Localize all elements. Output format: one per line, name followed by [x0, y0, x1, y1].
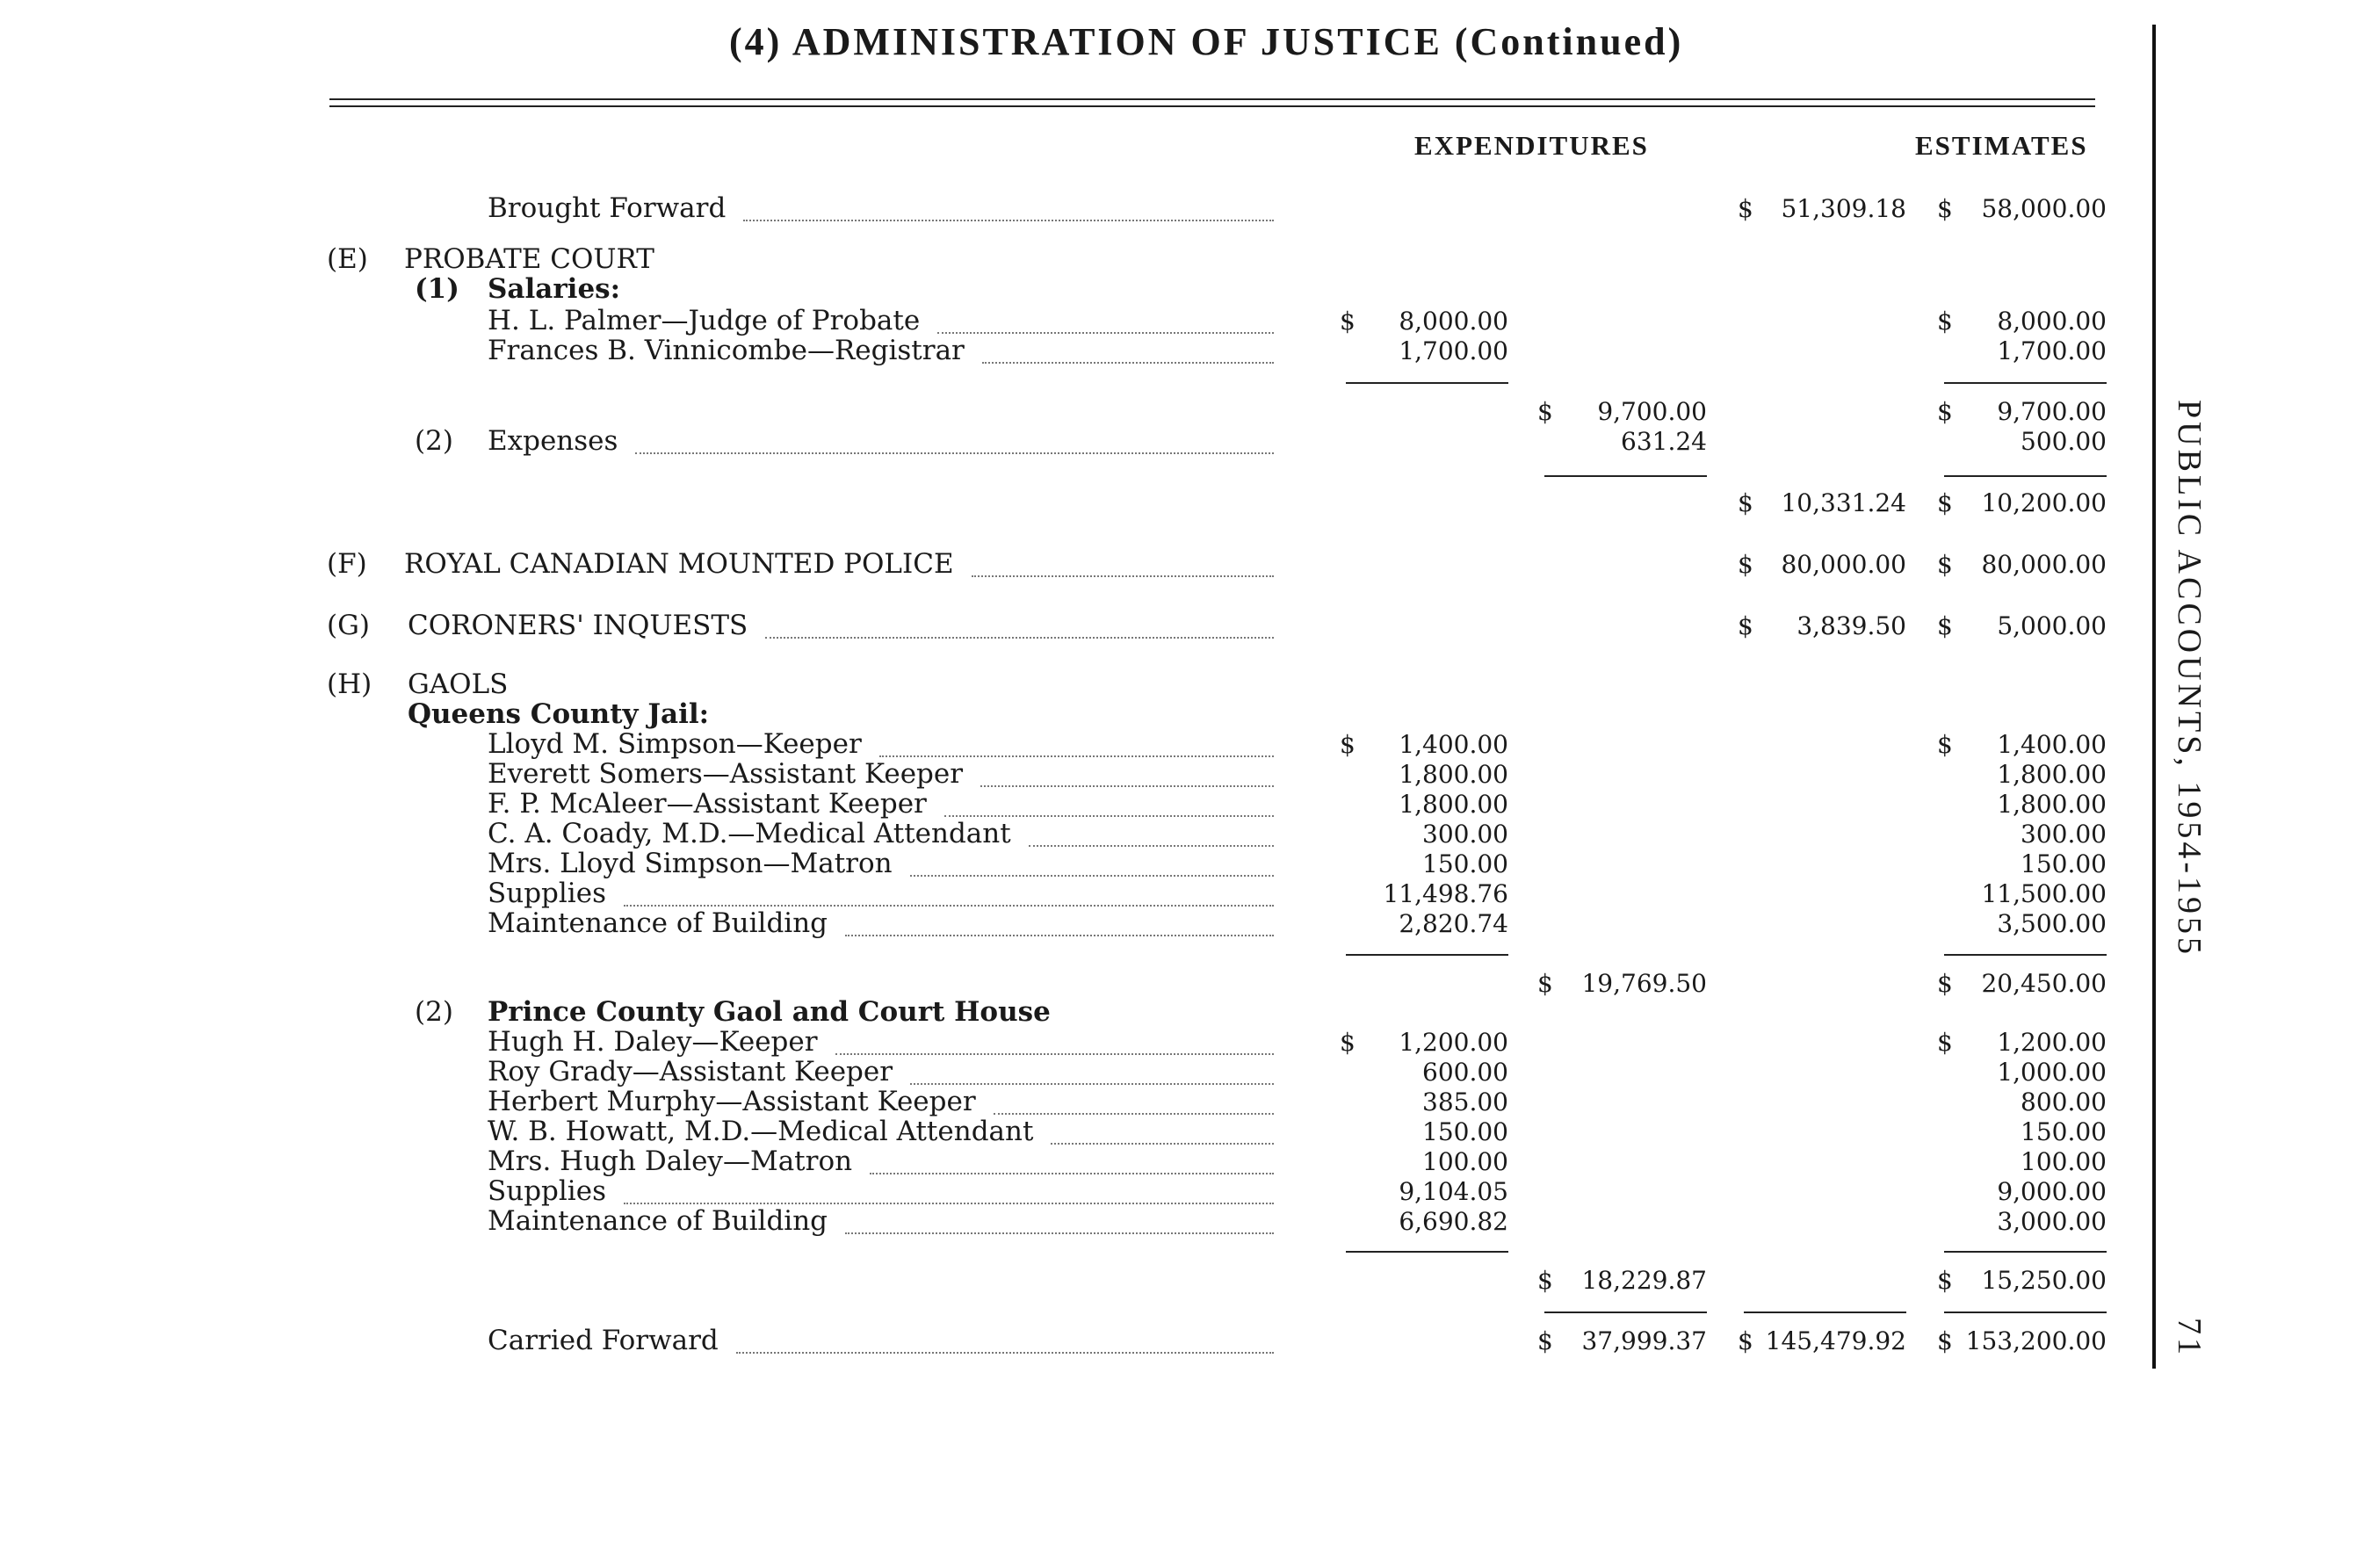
leader-dots — [994, 1113, 1274, 1115]
leader-dots — [624, 905, 1274, 907]
queens-line-label: Everett Somers—Assistant Keeper — [488, 758, 964, 790]
prince-line-label: Maintenance of Building — [488, 1205, 828, 1237]
prince-line-estimate: 9,000.00 — [1997, 1177, 2107, 1206]
prince-subtotal: 18,229.87 — [1581, 1266, 1707, 1295]
queens-line-estimate: 150.00 — [2021, 849, 2107, 878]
total-rule — [1346, 954, 1508, 956]
leader-dots — [624, 1203, 1274, 1204]
queens-line-estimate: 11,500.00 — [1981, 879, 2107, 908]
prince-line-expenditure: 6,690.82 — [1399, 1207, 1508, 1236]
dollar-sign: $ — [1937, 1028, 1953, 1057]
probate-line-expenditure: 1,700.00 — [1399, 336, 1508, 365]
dollar-sign: $ — [1537, 1326, 1553, 1355]
rcmp-total: 80,000.00 — [1781, 550, 1906, 579]
leader-dots — [765, 637, 1274, 639]
dollar-sign: $ — [1937, 488, 1953, 517]
prince-line-estimate: 800.00 — [2021, 1087, 2107, 1116]
prince-line-estimate: 1,000.00 — [1997, 1058, 2107, 1087]
prince-line-estimate: 150.00 — [2021, 1117, 2107, 1146]
queens-subtotal: 19,769.50 — [1581, 969, 1707, 998]
prince-line-estimate: 3,000.00 — [1997, 1207, 2107, 1236]
dollar-sign: $ — [1340, 307, 1356, 336]
queens-line-estimate: 1,800.00 — [1997, 760, 2107, 789]
queens-line-label: Supplies — [488, 878, 606, 909]
prince-line-estimate: 1,200.00 — [1997, 1028, 2107, 1057]
expenditures-heading: EXPENDITURES — [1414, 130, 1649, 161]
dollar-sign: $ — [1937, 730, 1953, 759]
leader-dots — [870, 1173, 1274, 1174]
total-rule — [1944, 475, 2107, 477]
queens-jail-label: Queens County Jail: — [408, 698, 710, 730]
dollar-sign: $ — [1537, 1266, 1553, 1295]
queens-line-expenditure: 300.00 — [1422, 820, 1508, 849]
total-rule — [1544, 475, 1707, 477]
leader-dots — [1029, 845, 1274, 847]
section-tag-g: (G) — [327, 610, 370, 641]
dollar-sign: $ — [1738, 611, 1753, 640]
total-rule — [1346, 1251, 1508, 1253]
queens-line-label: Maintenance of Building — [488, 907, 828, 939]
prince-number: (2) — [415, 996, 453, 1028]
probate-total-estimate: 10,200.00 — [1981, 488, 2107, 517]
salaries-subtotal: 9,700.00 — [1597, 397, 1707, 426]
page-title: (4) ADMINISTRATION OF JUSTICE (Continued) — [729, 20, 1684, 63]
probate-line-label: Frances B. Vinnicombe—Registrar — [488, 335, 965, 366]
leader-dots — [635, 452, 1274, 454]
salaries-estimate: 9,700.00 — [1997, 397, 2107, 426]
queens-line-label: Lloyd M. Simpson—Keeper — [488, 728, 862, 760]
carried-forward-total: 145,479.92 — [1765, 1326, 1906, 1355]
prince-line-label: Mrs. Hugh Daley—Matron — [488, 1145, 853, 1177]
leader-dots — [845, 935, 1274, 936]
carried-forward-estimate: 153,200.00 — [1965, 1326, 2107, 1355]
total-rule — [1944, 1311, 2107, 1313]
queens-line-expenditure: 11,498.76 — [1383, 879, 1508, 908]
leader-dots — [1051, 1143, 1274, 1145]
prince-line-estimate: 100.00 — [2021, 1147, 2107, 1176]
total-rule — [1944, 382, 2107, 384]
estimates-heading: ESTIMATES — [1915, 130, 2088, 161]
dollar-sign: $ — [1738, 550, 1753, 579]
prince-line-expenditure: 385.00 — [1422, 1087, 1508, 1116]
queens-line-label: C. A. Coady, M.D.—Medical Attendant — [488, 818, 1011, 849]
queens-line-estimate: 1,800.00 — [1997, 790, 2107, 819]
leader-dots — [937, 332, 1274, 334]
leader-dots — [879, 755, 1274, 757]
queens-line-estimate: 3,500.00 — [1997, 909, 2107, 938]
dollar-sign: $ — [1340, 730, 1356, 759]
margin-rule — [2152, 25, 2156, 1369]
brought-forward-estimate: 58,000.00 — [1981, 194, 2107, 223]
prince-line-expenditure: 600.00 — [1422, 1058, 1508, 1087]
total-rule — [1346, 382, 1508, 384]
leader-dots — [743, 220, 1274, 221]
coroners-estimate: 5,000.00 — [1997, 611, 2107, 640]
dollar-sign: $ — [1937, 969, 1953, 998]
total-rule — [1944, 954, 2107, 956]
probate-line-expenditure: 8,000.00 — [1399, 307, 1508, 336]
queens-line-expenditure: 1,800.00 — [1399, 760, 1508, 789]
queens-line-expenditure: 1,400.00 — [1399, 730, 1508, 759]
prince-line-expenditure: 1,200.00 — [1399, 1028, 1508, 1057]
probate-total: 10,331.24 — [1781, 488, 1906, 517]
prince-estimate: 15,250.00 — [1981, 1266, 2107, 1295]
expenses-estimate: 500.00 — [2021, 427, 2107, 456]
running-head: PUBLIC ACCOUNTS, 1954-1955 — [2171, 400, 2208, 957]
prince-line-label: W. B. Howatt, M.D.—Medical Attendant — [488, 1116, 1034, 1147]
gaols-heading: GAOLS — [408, 668, 509, 700]
carried-forward-label: Carried Forward — [488, 1325, 719, 1356]
leader-dots — [982, 362, 1274, 364]
prince-line-label: Hugh H. Daley—Keeper — [488, 1026, 818, 1058]
prince-line-expenditure: 9,104.05 — [1399, 1177, 1508, 1206]
leader-dots — [944, 815, 1274, 817]
dollar-sign: $ — [1537, 397, 1553, 426]
probate-line-estimate: 1,700.00 — [1997, 336, 2107, 365]
queens-line-label: Mrs. Lloyd Simpson—Matron — [488, 848, 893, 879]
salaries-number: (1) — [415, 273, 459, 305]
section-tag-e: (E) — [327, 243, 368, 275]
total-rule — [1944, 1251, 2107, 1253]
rcmp-estimate: 80,000.00 — [1981, 550, 2107, 579]
section-tag-f: (F) — [327, 548, 367, 580]
prince-line-label: Supplies — [488, 1175, 606, 1207]
rcmp-label: ROYAL CANADIAN MOUNTED POLICE — [404, 548, 954, 580]
coroners-label: CORONERS' INQUESTS — [408, 610, 748, 641]
queens-line-expenditure: 150.00 — [1422, 849, 1508, 878]
section-tag-h: (H) — [327, 668, 372, 700]
dollar-sign: $ — [1738, 1326, 1753, 1355]
queens-line-estimate: 1,400.00 — [1997, 730, 2107, 759]
page-number: 71 — [2171, 1318, 2208, 1358]
leader-dots — [736, 1352, 1274, 1354]
salaries-label: Salaries: — [488, 273, 621, 305]
leader-dots — [972, 575, 1274, 577]
coroners-total: 3,839.50 — [1796, 611, 1906, 640]
dollar-sign: $ — [1738, 194, 1753, 223]
leader-dots — [910, 1083, 1274, 1085]
dollar-sign: $ — [1537, 969, 1553, 998]
prince-line-label: Herbert Murphy—Assistant Keeper — [488, 1086, 976, 1117]
probate-line-label: H. L. Palmer—Judge of Probate — [488, 305, 921, 336]
total-rule — [1744, 1311, 1906, 1313]
dollar-sign: $ — [1937, 1326, 1953, 1355]
expenses-label: Expenses — [488, 425, 618, 457]
probate-heading: PROBATE COURT — [404, 243, 654, 275]
dollar-sign: $ — [1937, 307, 1953, 336]
header-rule-bottom — [329, 105, 2095, 107]
prince-line-expenditure: 150.00 — [1422, 1117, 1508, 1146]
leader-dots — [980, 785, 1274, 787]
dollar-sign: $ — [1937, 194, 1953, 223]
leader-dots — [845, 1232, 1274, 1234]
leader-dots — [835, 1053, 1274, 1055]
queens-line-expenditure: 2,820.74 — [1399, 909, 1508, 938]
dollar-sign: $ — [1937, 550, 1953, 579]
total-rule — [1544, 1311, 1707, 1313]
leader-dots — [910, 875, 1274, 877]
dollar-sign: $ — [1937, 397, 1953, 426]
dollar-sign: $ — [1937, 1266, 1953, 1295]
queens-line-label: F. P. McAleer—Assistant Keeper — [488, 788, 927, 820]
carried-forward-sub: 37,999.37 — [1581, 1326, 1707, 1355]
queens-estimate: 20,450.00 — [1981, 969, 2107, 998]
header-rule-top — [329, 98, 2095, 100]
probate-line-estimate: 8,000.00 — [1997, 307, 2107, 336]
dollar-sign: $ — [1738, 488, 1753, 517]
prince-gaol-label: Prince County Gaol and Court House — [488, 996, 1051, 1028]
dollar-sign: $ — [1937, 611, 1953, 640]
expenses-number: (2) — [415, 425, 453, 457]
brought-forward-total: 51,309.18 — [1781, 194, 1906, 223]
queens-line-expenditure: 1,800.00 — [1399, 790, 1508, 819]
queens-line-estimate: 300.00 — [2021, 820, 2107, 849]
brought-forward-label: Brought Forward — [488, 192, 727, 224]
expenses-expenditure: 631.24 — [1621, 427, 1707, 456]
dollar-sign: $ — [1340, 1028, 1356, 1057]
prince-line-label: Roy Grady—Assistant Keeper — [488, 1056, 893, 1087]
prince-line-expenditure: 100.00 — [1422, 1147, 1508, 1176]
